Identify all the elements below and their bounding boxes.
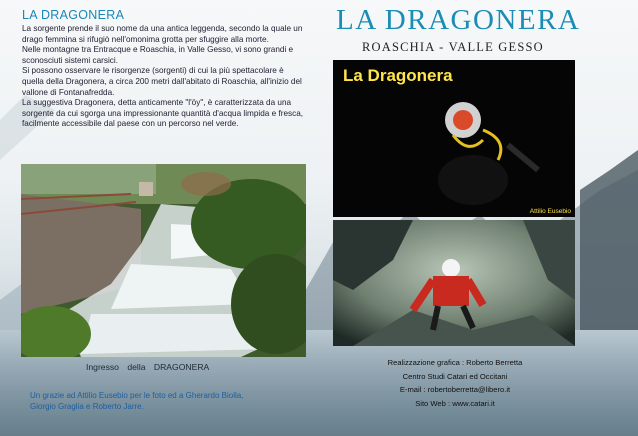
left-title: LA DRAGONERA <box>22 8 125 22</box>
intro-paragraph: La sorgente prende il suo nome da una antica leggenda, secondo la quale un drago femmina si rifugiò nell'omonima grotta per sfuggire alla morte. <box>22 24 303 44</box>
subtitle: ROASCHIA - VALLE GESSO <box>362 40 544 54</box>
intro-paragraph: La suggestiva Dragonera, detta anticamente "l'öy", è caratterizzata da una sorgente da cui sgorga una impressionante quantità d'acqua limpida e fresca, facilmente accessibile dal paese con un percorso nel verde. <box>22 98 304 129</box>
credit-website: Sito Web : www.catari.it <box>415 398 495 408</box>
photo-credit: Attilio Eusebio <box>529 208 571 215</box>
diver-photo-cave <box>333 220 575 346</box>
diver-photo-dark <box>333 60 575 217</box>
intro-paragraph: Nelle montagne tra Entracque e Roaschia, in Valle Gesso, vi sono grandi e sconosciuti sistemi carsici. <box>22 45 294 65</box>
intro-paragraph: Si possono osservare le risorgenze (sorgenti) di cui la più spettacolare è quella della Dragonera, a circa 200 metri dall'abitato di Roaschia, all'inizio del vallone di Fontanafredda. <box>22 66 302 97</box>
credit-graphic-design: Realizzazione grafica : Roberto Berretta <box>387 358 523 367</box>
acknowledgements-line: Giorgio Graglia e Roberto Jarre. <box>30 402 144 411</box>
acknowledgements-line: Un grazie ad Attilio Eusebio per le foto ed a Gherardo Biolla, <box>30 391 244 400</box>
photo-title: La Dragonera <box>343 66 453 85</box>
main-title: LA DRAGONERA <box>336 4 581 36</box>
credits-block <box>330 356 580 410</box>
photo-caption: Ingresso della DRAGONERA <box>86 362 210 372</box>
credit-email: E-mail : robertoberretta@libero.it <box>399 385 511 394</box>
credit-organization: Centro Studi Catari ed Occitani <box>402 371 508 381</box>
acknowledgements <box>30 390 300 412</box>
waterfall-photo <box>21 164 306 357</box>
intro-text <box>22 24 306 130</box>
